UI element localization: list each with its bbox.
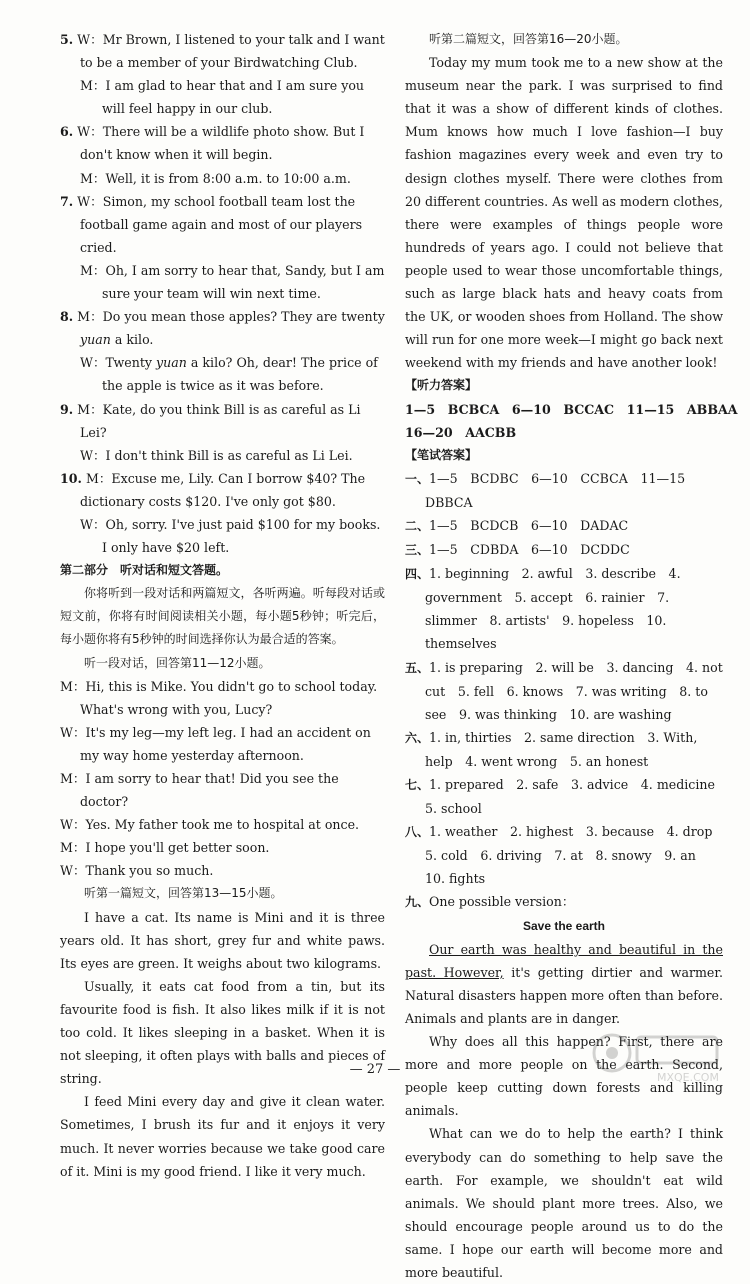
answer-row: 六、1. in, thirties 2. same direction 3. With, help 4. went wrong 5. an honest: [405, 729, 698, 769]
essay-paragraph-2: Why does all this happen? First, there are more and more people on the earth. Second, people keep cutting down forests and killing animals.: [405, 1034, 723, 1119]
dialogue-5: 5. W：Mr Brown, I listened to your talk and I want to be a member of your Birdwatching Club. M：I am glad to hear that and I am sure you will feel happy in our club.: [60, 32, 385, 117]
conversation-header: 听一段对话，回答第11—12小题。: [84, 655, 271, 670]
watermark-logo: [582, 1025, 732, 1085]
listening-answers-line-1: 1—5 BCBCA 6—10 BCCAC 11—15 ABBAA: [405, 401, 738, 417]
svg-text:MXQE.COM: MXQE.COM: [657, 1071, 719, 1084]
conversation: M：Hi, this is Mike. You didn't go to school today. What's wrong with you, Lucy? W：It's my leg—my left leg. I had an accident on my way home yesterday afternoon. M：I am sorry to hear that! Did you see the doctor? W：Yes. My father took me to hospital at once. M：I hope you'll get better soon. W：Thank you so much.: [60, 678, 378, 879]
written-answers: [405, 467, 728, 915]
passage2-header: 听第二篇短文，回答第16—20小题。: [429, 32, 628, 46]
written-answers-title: 【笔试答案】: [405, 447, 478, 462]
dialogue-10: 10. M：Excuse me, Lily. Can I borrow $40? The dictionary costs $120. I've only got $80. W：Oh, sorry. I've just paid $100 for my books. I only have $20 left.: [60, 470, 381, 556]
answer-row: 八、1. weather 2. highest 3. because 4. drop 5. cold 6. driving 7. at 8. snowy 9. an 10. fights: [405, 824, 725, 887]
passage1-header: 听第一篇短文，回答第13—15小题。: [84, 886, 283, 901]
essay-paragraph-1: Our earth was healthy and beautiful in the past. However, it's getting dirtier and warmer. Natural disasters happen more often than before. Animals and plants are in danger.: [405, 941, 724, 1026]
right-column: [405, 28, 738, 1284]
answer-row: 一、1—5 BCDBC 6—10 CCBCA 11—15 DBBCA: [405, 470, 698, 510]
dialogue-7: 7. W：Simon, my school football team lost the football game again and most of our players cried. M：Oh, I am sorry to hear that, Sandy, but I am sure your team will win next time.: [60, 193, 385, 302]
answer-row: 五、1. is preparing 2. will be 3. dancing 4. not cut 5. fell 6. knows 7. was writing 8. to see 9. was thinking 10. are washing: [405, 659, 723, 722]
listening-answers-title: 【听力答案】: [405, 378, 478, 393]
answer-row: 四、1. beginning 2. awful 3. describe 4. government 5. accept 6. rainier 7. slimmer 8. artists' 9. hopeless 10. themselves: [405, 566, 681, 652]
essay-title: Save the earth: [522, 918, 606, 933]
passage2: Today my mum took me to a new show at the museum near the park. I was surprised to find that it was a show of different kinds of clothes. Mum knows how much I love fashion—I buy fashion magazines every week and even try to design clothes myself. There were clothes from 20 different countries. As well as modern clothes, there were examples of things people wore hundreds of years ago. I could not believe that people used to wear those uncomfortable things, such as large black hats and heavy coats from the UK, or wooden shoes from Holland. The show will run for one more week—I might go back next weekend with my friends and have another look!: [405, 55, 723, 371]
part2-title: 第二部分 听对话和短文答题。: [60, 563, 229, 578]
listening-answers-line-2: 16—20 AACBB: [405, 424, 517, 440]
part2-instructions: 你将听到一段对话和两篇短文，各听两遍。听每段对话或短文前，你将有时间阅读相关小题，每小题5秒钟；听完后，每小题你将有5秒钟的时间选择你认为最合适的答案。: [60, 586, 385, 647]
passage1: I have a cat. Its name is Mini and it is three years old. It has short, grey fur and white paws. Its eyes are green. It weighs about two kilograms. Usually, it eats cat food from a tin, but its favourite food is fish. It also likes milk if it is not too cold. It likes sleeping in a basket. When it is not sleeping, it often plays with balls and pieces of string. I feed Mini every day and give it clean water. Sometimes, I brush its fur and it enjoys it very much. It never worries because we take good care of it. Mini is my good friend. I like it very much.: [60, 909, 385, 1179]
answer-row: 三、1—5 CDBDA 6—10 DCDDC: [405, 542, 630, 558]
essay-paragraph-3: What can we do to help the earth? I think everybody can do something to help save the earth. For example, we shouldn't eat wild animals. We should plant more trees. Also, we should encourage people around us to do the same. I hope our earth will become more and more beautiful.: [405, 1126, 723, 1280]
answer-row: 九、One possible version：: [405, 894, 575, 910]
dialogue-9: 9. M：Kate, do you think Bill is as careful as Li Lei? W：I don't think Bill is as careful as Li Lei.: [60, 401, 361, 463]
dialogue-8: 8. M：Do you mean those apples? They are twenty yuan a kilo. W：Twenty yuan a kilo? Oh, dear! The price of the apple is twice as it was before.: [60, 309, 385, 394]
answer-row: 七、1. prepared 2. safe 3. advice 4. medicine 5. school: [405, 777, 728, 817]
page-number: — 27 —: [349, 1062, 401, 1077]
answer-row: 二、1—5 BCDCB 6—10 DADAC: [405, 517, 629, 533]
dialogue-6: 6. W：There will be a wildlife photo show. But I don't know when it will begin. M：Well, it is from 8:00 a.m. to 10:00 a.m.: [60, 124, 365, 186]
left-column: [60, 28, 385, 1183]
